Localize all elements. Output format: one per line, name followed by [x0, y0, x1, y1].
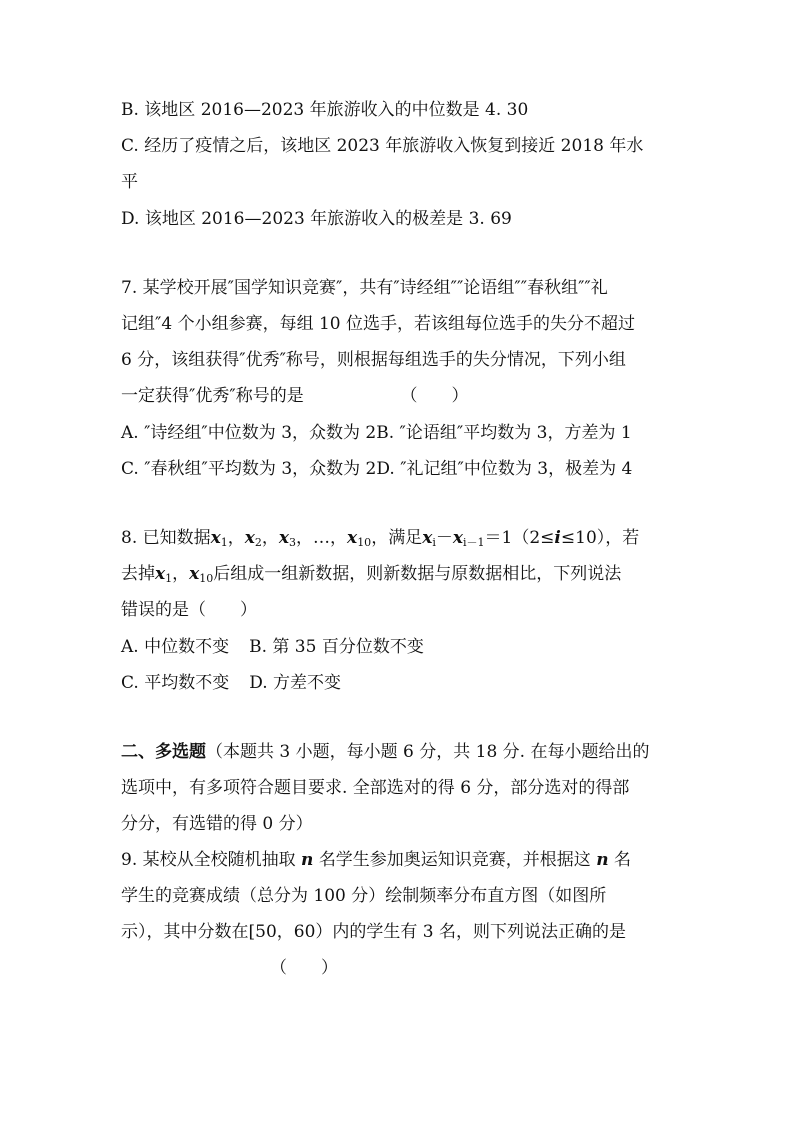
q7-stem-line1: 7. 某学校开展″国学知识竞赛″，共有″诗经组″″论语组″″春秋组″″礼	[121, 278, 608, 298]
var-x: x	[452, 528, 463, 548]
comma: ，	[296, 528, 314, 548]
q8-stem-line3: 错误的是（ ）	[121, 600, 257, 620]
q7-answer-paren: （ ）	[400, 386, 469, 406]
q6-option-c-line2: 平	[121, 172, 138, 192]
condition-eq: ＝1（2≤	[484, 528, 555, 548]
sub-1: 1	[220, 536, 228, 549]
comma: ，	[371, 528, 389, 548]
sub-i: i	[432, 536, 436, 549]
q9-stem-line3: 示），其中分数在[50，60）内的学生有 3 名，则下列说法正确的是	[121, 922, 627, 942]
q7-option-d: D. ″礼记组″中位数为 3，极差为 4	[376, 459, 633, 479]
q7-stem-line4	[121, 386, 469, 406]
var-x: x	[155, 564, 166, 584]
q9-text-a: 9. 某校从全校随机抽取	[121, 850, 296, 870]
q8-option-d: D. 方差不变	[249, 673, 342, 693]
q7-stem-line3: 6 分，该组获得″优秀″称号，则根据每组选手的失分情况，下列小组	[121, 350, 626, 370]
section2-title: 二、多选题	[121, 742, 206, 762]
var-x: x	[278, 528, 290, 548]
q8-option-c: C. 平均数不变	[121, 673, 230, 693]
section2-instructions: （本题共 3 小题，每小题 6 分，共 18 分. 在每小题给出的	[206, 742, 650, 762]
sub-3: 3	[289, 536, 297, 549]
q9-text-c: 名	[614, 850, 631, 870]
var-x: x	[347, 528, 358, 548]
q8-stem-line1: 8. 已知数据$x_1$，$x_2$，$x_3$，…，$x_{10}$，满足$x_i-x_{i-1}=1(2\le i\le 10)$，若	[121, 528, 640, 549]
q7-option-a: A. ″诗经组″中位数为 3，众数为 2	[121, 423, 377, 443]
q7-options-row2	[121, 459, 632, 479]
q8-option-b: B. 第 35 百分位数不变	[249, 637, 424, 657]
sub-10: 10	[357, 536, 372, 549]
var-x: x	[210, 528, 221, 548]
q8-option-a: A. 中位数不变	[121, 637, 230, 657]
q7-options-row1	[121, 423, 632, 443]
var-x: x	[422, 528, 433, 548]
condition-end: ≤10），若	[560, 528, 640, 548]
q7-option-c: C. ″春秋组″平均数为 3，众数为 2	[121, 459, 377, 479]
var-i: i	[554, 528, 561, 548]
q6-option-c-line1: C. 经历了疫情之后，该地区 2023 年旅游收入恢复到接近 2018 年水	[121, 136, 644, 156]
q8-remove: 去掉	[121, 564, 155, 584]
sub-1: 1	[165, 572, 173, 585]
q7-stem-text: 一定获得″优秀″称号的是	[121, 386, 304, 406]
q6-option-d: D. 该地区 2016—2023 年旅游收入的极差是 3. 69	[121, 209, 512, 229]
minus: －	[435, 528, 453, 548]
q8-stem-line2	[121, 564, 621, 584]
q7-option-b: B. ″论语组″平均数为 3，方差为 1	[376, 423, 632, 443]
var-x: x	[244, 528, 255, 548]
q8-options-row1	[121, 637, 424, 657]
q9-stem-line1	[121, 850, 631, 870]
section2-line3: 分分，有选错的得 0 分）	[121, 814, 313, 834]
q6-option-b: B. 该地区 2016—2023 年旅游收入的中位数是 4. 30	[121, 100, 529, 120]
q8-prefix: 8. 已知数据	[121, 528, 211, 548]
section2-line2: 选项中，有多项符合题目要求. 全部选对的得 6 分，部分选对的得部	[121, 778, 630, 798]
q7-stem-line2: 记组″4 个小组参赛，每组 10 位选手，若该组每位选手的失分不超过	[121, 314, 636, 334]
q8-line2-rest: 后组成一组新数据，则新数据与原数据相比，下列说法	[213, 564, 622, 584]
comma: ，	[261, 528, 279, 548]
q9-text-b: 名学生参加奥运知识竞赛，并根据这	[318, 850, 591, 870]
comma: ，	[172, 564, 190, 584]
q9-stem-line2: 学生的竞赛成绩（总分为 100 分）绘制频率分布直方图（如图所	[121, 886, 607, 906]
ellipsis: …	[313, 528, 331, 548]
comma: ，	[330, 528, 348, 548]
sub-i-minus-1: i－1	[463, 536, 485, 549]
sub-10: 10	[199, 572, 214, 585]
var-x: x	[189, 564, 200, 584]
var-n: n	[301, 850, 314, 870]
var-n: n	[596, 850, 609, 870]
q9-answer-paren: （ ）	[270, 958, 338, 978]
section2-line1	[121, 742, 650, 762]
sub-2: 2	[254, 536, 262, 549]
q8-options-row2	[121, 673, 341, 693]
comma: ，	[227, 528, 245, 548]
